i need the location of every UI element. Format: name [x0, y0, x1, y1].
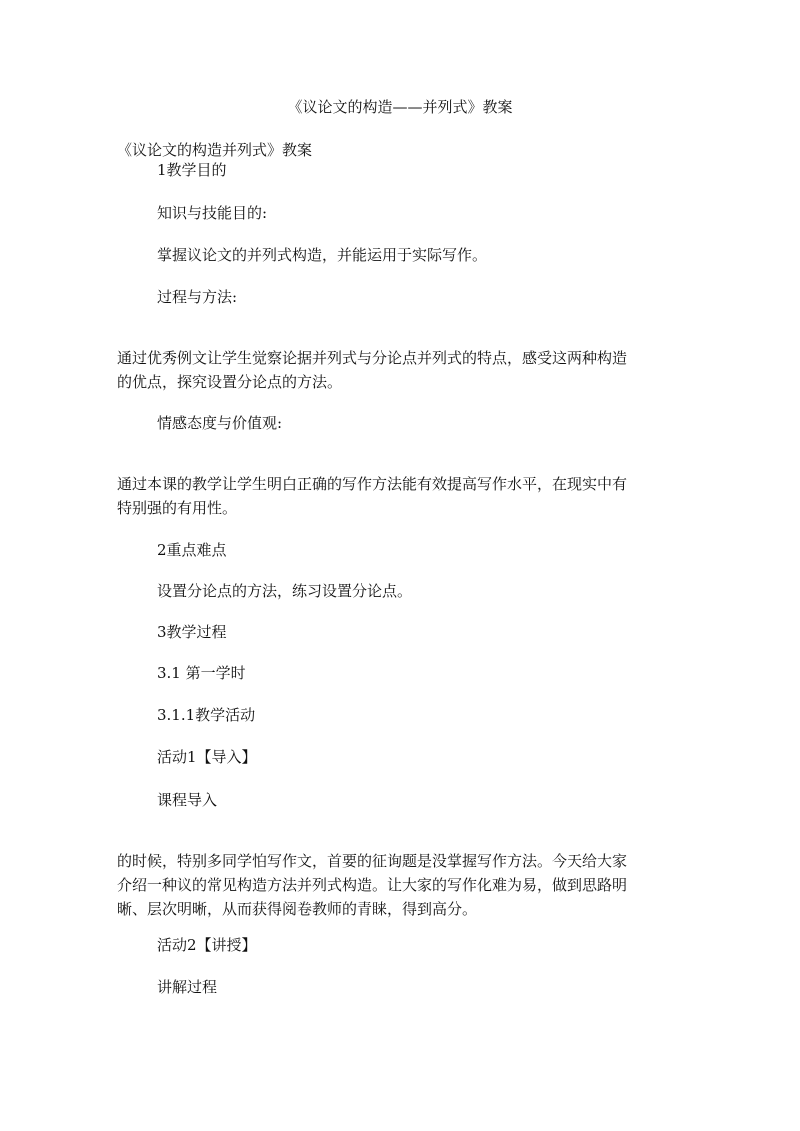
paragraph-line: 的优点，探究设置分论点的方法。 — [117, 373, 343, 391]
paragraph-line: 特别强的有用性。 — [117, 499, 238, 517]
paragraph-emotion — [117, 472, 679, 520]
text-knowledge: 掌握议论文的并列式构造，并能运用于实际写作。 — [157, 246, 488, 264]
paragraph-line: 介绍一种议的常见构造方法并列式构造。让大家的写作化难为易，做到思路明 — [117, 876, 628, 894]
document-subtitle: 《议论文的构造并列式》教案 — [117, 141, 313, 159]
paragraph-intro — [117, 849, 679, 921]
label-knowledge: 知识与技能目的: — [157, 204, 268, 222]
paragraph-line: 的时候，特别多同学怕写作文，首要的征询题是没掌握写作方法。今天给大家 — [117, 852, 628, 870]
paragraph-process — [117, 346, 679, 394]
label-process: 过程与方法: — [157, 288, 238, 306]
document-title: 《议论文的构造——并列式》教案 — [287, 98, 513, 116]
heading-activity-1: 活动1【导入】 — [157, 748, 257, 766]
label-emotion: 情感态度与价值观: — [157, 414, 283, 432]
label-course-intro: 课程导入 — [157, 791, 218, 809]
heading-first-period: 3.1 第一学时 — [157, 664, 246, 682]
heading-objectives: 1教学目的 — [157, 161, 227, 179]
label-explanation: 讲解过程 — [157, 978, 218, 996]
paragraph-line: 晰、层次明晰，从而获得阅卷教师的青睐，得到高分。 — [117, 900, 478, 918]
heading-teaching-process: 3教学过程 — [157, 623, 227, 641]
heading-activities: 3.1.1教学活动 — [157, 706, 256, 724]
heading-key-points: 2重点难点 — [157, 541, 227, 559]
text-key-points: 设置分论点的方法，练习设置分论点。 — [157, 582, 413, 600]
paragraph-line: 通过本课的教学让学生明白正确的写作方法能有效提高写作水平，在现实中有 — [117, 475, 628, 493]
paragraph-line: 通过优秀例文让学生觉察论据并列式与分论点并列式的特点，感受这两种构造 — [117, 349, 628, 367]
heading-activity-2: 活动2【讲授】 — [157, 936, 257, 954]
